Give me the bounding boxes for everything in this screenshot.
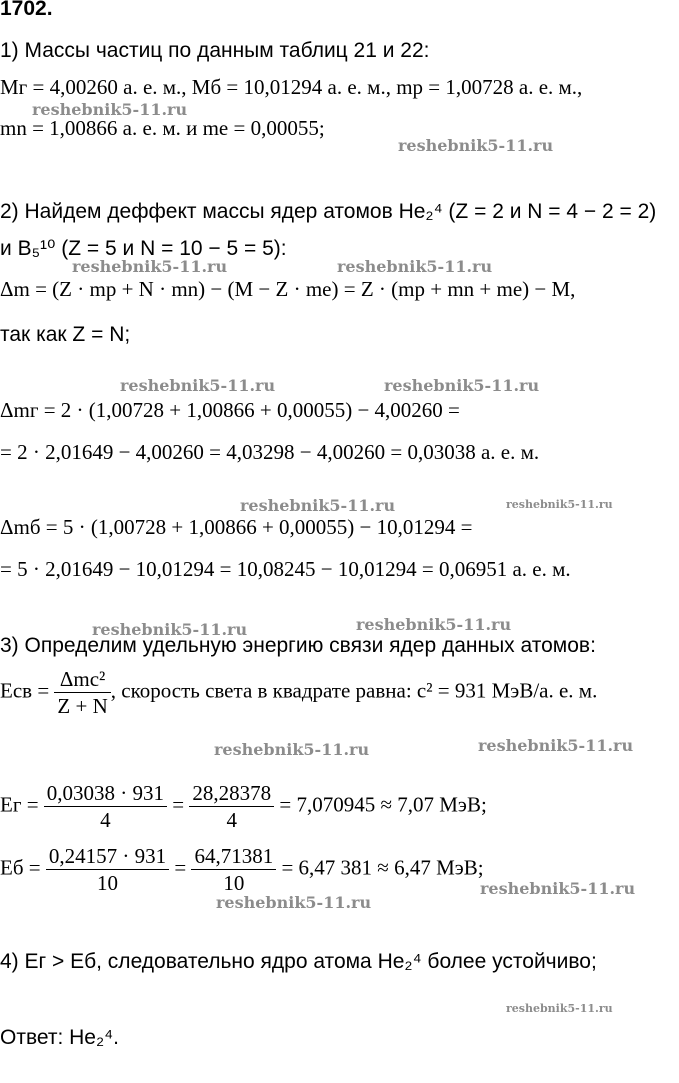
watermark-6: reshebnik5-11.ru <box>384 376 540 395</box>
eb-numerator-1: 0,24157 · 931 <box>46 843 169 870</box>
step3-heading: 3) Определим удельную энергию связи ядер данных атомов: <box>0 634 596 657</box>
eb-fraction-2 <box>191 843 276 896</box>
watermark-14: reshebnik5-11.ru <box>216 893 372 912</box>
binding-energy-formula <box>0 666 597 719</box>
watermark-7: reshebnik5-11.ru <box>240 496 396 515</box>
watermark-2: reshebnik5-11.ru <box>398 136 554 155</box>
eg-denominator-1: 4 <box>100 808 111 832</box>
esv-denominator: Z + N <box>57 694 108 718</box>
watermark-3: reshebnik5-11.ru <box>72 257 228 276</box>
mass-defect-he-line2: = 2 · 2,01649 − 4,00260 = 4,03298 − 4,00260 = 0,03038 а. е. м. <box>0 440 540 464</box>
eg-fraction-2 <box>189 780 274 833</box>
mass-defect-b-line2: = 5 · 2,01649 − 10,01294 = 10,08245 − 10,01294 = 0,06951 а. е. м. <box>0 557 571 581</box>
watermark-13: reshebnik5-11.ru <box>480 879 636 898</box>
watermark-12: reshebnik5-11.ru <box>478 736 634 755</box>
answer: Ответ: He₂⁴. <box>0 1026 119 1049</box>
watermark-11: reshebnik5-11.ru <box>214 740 370 759</box>
watermark-8: reshebnik5-11.ru <box>506 498 613 511</box>
esv-tail: , скорость света в квадрате равна: c² = 931 МэВ/а. е. м. <box>110 678 598 703</box>
eb-lhs: Eб = <box>0 855 41 880</box>
step1-masses-line1: Mг = 4,00260 а. е. м., Mб = 10,01294 а. е. м., mp = 1,00728 а. е. м., <box>0 75 583 99</box>
eb-equals: = <box>174 855 187 880</box>
watermark-9: reshebnik5-11.ru <box>92 620 248 639</box>
esv-fraction <box>54 666 110 719</box>
eb-numerator-2: 64,71381 <box>191 843 276 870</box>
watermark-5: reshebnik5-11.ru <box>120 376 276 395</box>
eg-lhs: Eг = <box>0 792 39 817</box>
problem-number: 1702. <box>0 0 53 20</box>
eb-denominator-2: 10 <box>223 871 245 895</box>
watermark-1: reshebnik5-11.ru <box>32 100 188 119</box>
step2-line1: 2) Найдем деффект массы ядер атомов He₂⁴ (Z = 2 и N = 4 − 2 = 2) <box>0 200 657 223</box>
eg-denominator-2: 4 <box>226 808 238 832</box>
mass-defect-b-line1: Δmб = 5 · (1,00728 + 1,00866 + 0,00055) − 10,01294 = <box>0 515 473 539</box>
energy-b-formula <box>0 843 484 896</box>
eb-denominator-1: 10 <box>96 871 118 895</box>
mass-defect-he-line1: Δmг = 2 · (1,00728 + 1,00866 + 0,00055) − 4,00260 = <box>0 398 460 422</box>
eg-numerator-1: 0,03038 · 931 <box>44 780 167 807</box>
esv-lhs: Eсв = <box>0 678 50 703</box>
energy-he-formula <box>0 780 487 833</box>
watermark-10: reshebnik5-11.ru <box>356 615 512 634</box>
eb-fraction-1 <box>46 843 169 896</box>
eg-equals: = <box>172 792 185 817</box>
step2-line2: и B₅¹⁰ (Z = 5 и N = 10 − 5 = 5): <box>0 237 287 260</box>
watermark-4: reshebnik5-11.ru <box>337 257 493 276</box>
condition-note: так как Z = N; <box>0 323 131 346</box>
eg-numerator-2: 28,28378 <box>189 780 274 807</box>
step1-heading: 1) Массы частиц по данным таблиц 21 и 22: <box>0 39 430 62</box>
eg-result: = 7,070945 ≈ 7,07 МэВ; <box>279 792 487 817</box>
step1-masses-line2: mn = 1,00866 а. е. м. и me = 0,00055; <box>0 116 325 140</box>
esv-numerator: Δmc² <box>54 666 110 693</box>
eg-fraction-1 <box>44 780 167 833</box>
watermark-15: reshebnik5-11.ru <box>506 1002 613 1015</box>
mass-defect-formula: Δm = (Z · mp + N · mn) − (M − Z · me) = Z · (mp + mn + me) − M, <box>0 277 576 301</box>
step4-conclusion: 4) Eг > Eб, следовательно ядро атома He₂⁴ более устойчиво; <box>0 950 597 973</box>
eb-result: = 6,47 381 ≈ 6,47 МэВ; <box>281 855 484 880</box>
